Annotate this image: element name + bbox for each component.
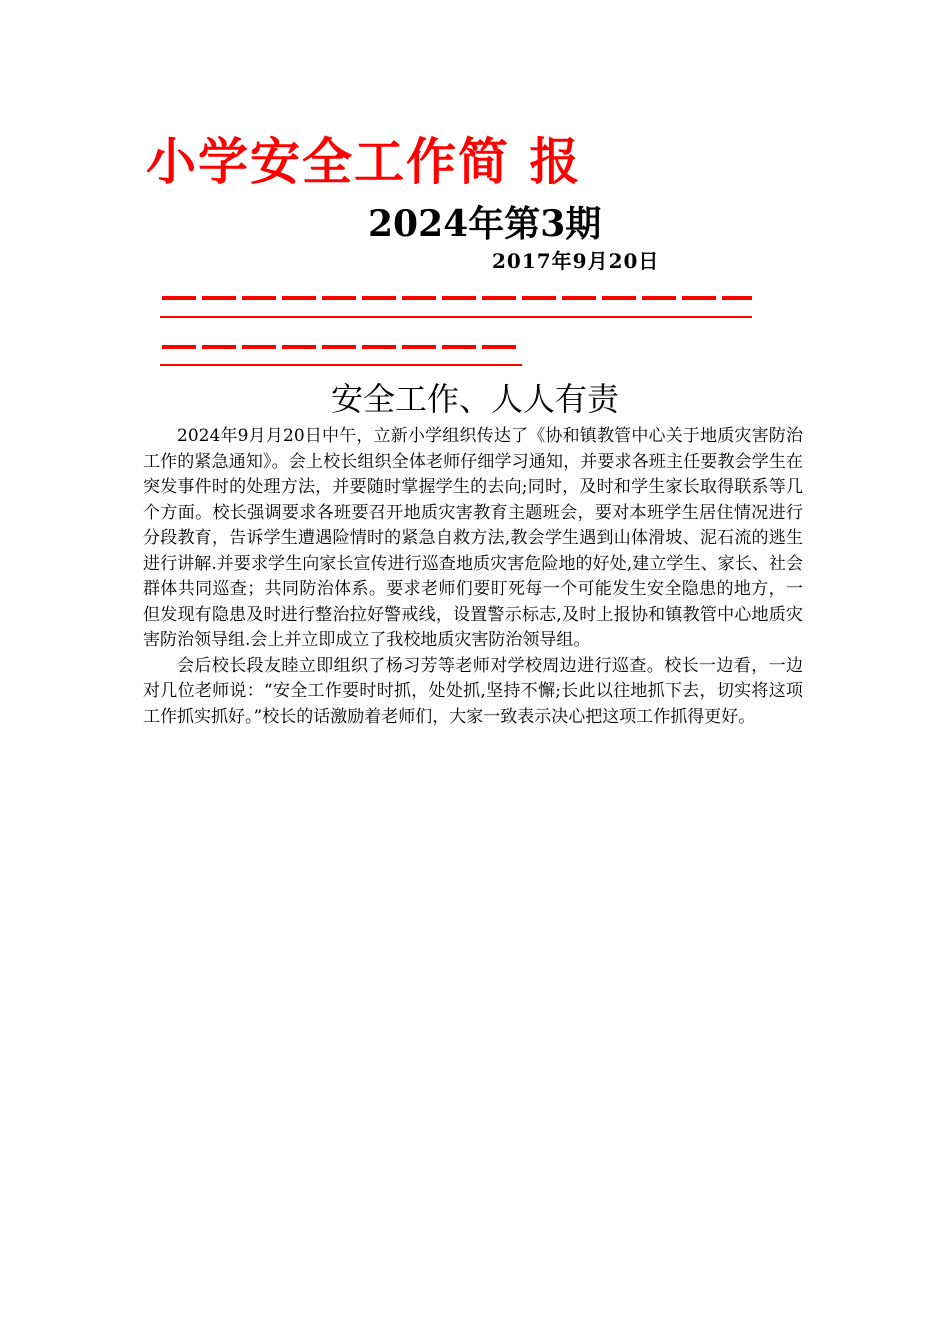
article-body [143,424,803,730]
red-rule-bottom [160,364,522,366]
red-dash-divider-bottom [162,345,520,349]
red-rule-top [160,316,752,318]
red-dash-divider-top [162,296,752,300]
issue-number: 2024年第3期 [368,203,602,245]
issue-date: 2017年9月20日 [492,249,660,273]
article-paragraph-1: 2024年9月月20日中午，立新小学组织传达了《协和镇教管中心关于地质灾害防治工作的紧急通知》。会上校长组织全体老师仔细学习通知，并要求各班主任要教会学生在突发事件时的处理方法，并要随时掌握学生的去向;同时，及时和学生家长取得联系等几个方面。校长强调要求各班要召开地质灾害教育主题班会，要对本班学生居住情况进行分段教育，告诉学生遭遇险情时的紧急自救方法,教会学生遇到山体滑坡、泥石流的逃生进行讲解.并要求学生向家长宣传进行巡查地质灾害危险地的好处,建立学生、家长、社会群体共同巡查；共同防治体系。要求老师们要盯死每一个可能发生安全隐患的地方，一但发现有隐患及时进行整治拉好警戒线，设置警示标志,及时上报协和镇教管中心地质灾害防治领导组.会上并立即成立了我校地质灾害防治领导组。 [143,426,803,650]
bulletin-title: 小学安全工作简 报 [146,133,582,191]
article-paragraph-2: 会后校长段友睦立即组织了杨习芳等老师对学校周边进行巡查。校长一边看，一边对几位老师说：“安全工作要时时抓，处处抓,坚持不懈;长此以往地抓下去，切实将这项工作抓实抓好。”校长的话激励着老师们，大家一致表示决心把这项工作抓得更好。 [143,655,803,727]
article-title: 安全工作、人人有责 [330,380,619,418]
